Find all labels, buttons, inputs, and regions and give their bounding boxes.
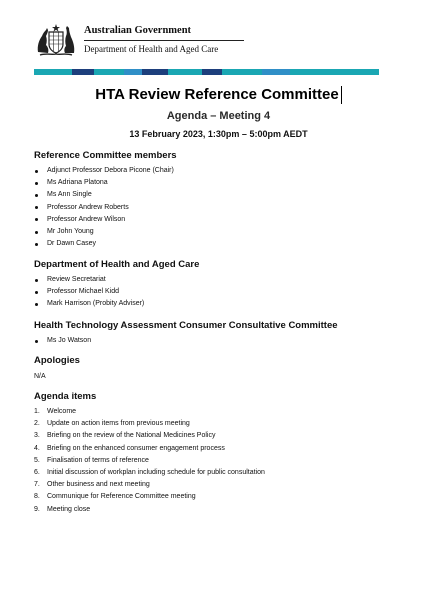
members-heading: Reference Committee members [34,150,177,161]
bullet-icon [35,303,38,306]
list-item: Professor Andrew Roberts [34,202,414,214]
list-item: Ms Adriana Platona [34,177,414,189]
members-section [34,150,414,250]
coat-of-arms-icon [34,22,78,58]
bullet-icon [35,206,38,209]
list-item: Adjunct Professor Debora Picone (Chair) [34,165,414,177]
apologies-section [34,355,414,383]
band-segment [124,69,142,75]
band-segment [94,69,124,75]
agenda-item: 3. Briefing on the review of the National Medicines Policy [34,432,216,440]
apologies-heading: Apologies [34,355,80,366]
bullet-icon [35,182,38,185]
agenda-item: 9. Meeting close [34,505,91,513]
agenda-item: 6. Initial discussion of workplan including schedule for public consultation [34,469,265,477]
apologies-text: N/A [34,373,46,380]
list-item: Review Secretariat [34,274,414,286]
bullet-icon [35,194,38,197]
bullet-icon [35,279,38,282]
department-section [34,259,414,311]
bullet-icon [35,291,38,294]
list-item: Mr John Young [34,226,414,238]
meeting-datetime: 13 February 2023, 1:30pm – 5:00pm AEDT [129,129,308,139]
agenda-subtitle: Agenda – Meeting 4 [166,110,271,122]
bullet-icon [35,170,38,173]
list-item: Mark Harrison (Probity Adviser) [34,298,414,310]
agenda-item: 8. Communique for Reference Committee meeting [34,493,196,501]
band-segment [222,69,262,75]
department-heading: Department of Health and Aged Care [34,259,200,270]
document-title[interactable]: HTA Review Reference Committee [95,86,341,104]
band-segment [168,69,202,75]
agenda-section [34,391,414,516]
government-name: Australian Government [84,25,192,36]
list-item: Ms Ann Single [34,189,414,201]
bullet-icon [35,218,38,221]
consumer-committee-section [34,320,414,347]
list-item: Professor Michael Kidd [34,286,414,298]
header-colour-band [34,69,379,75]
band-segment [262,69,290,75]
list-item: Dr Dawn Casey [34,238,414,250]
bullet-icon [35,231,38,234]
bullet-icon [35,340,38,343]
agenda-item: 2. Update on action items from previous meeting [34,420,190,428]
bullet-icon [35,243,38,246]
band-segment [202,69,222,75]
department-name: Department of Health and Aged Care [84,44,219,54]
agenda-item: 1. Welcome [34,408,77,415]
agenda-heading: Agenda items [34,391,97,402]
agenda-item: 5. Finalisation of terms of reference [34,456,149,464]
band-segment [290,69,379,75]
government-logo [34,22,244,58]
band-segment [142,69,168,75]
consumer-committee-heading: Health Technology Assessment Consumer Consultative Committee [34,320,338,331]
list-item: Ms Jo Watson [34,335,414,347]
band-segment [34,69,72,75]
agenda-item: 4. Briefing on the enhanced consumer engagement process [34,444,225,452]
list-item: Professor Andrew Wilson [34,214,414,226]
agenda-item: 7. Other business and next meeting [34,481,150,489]
logo-divider [84,40,244,41]
band-segment [72,69,94,75]
